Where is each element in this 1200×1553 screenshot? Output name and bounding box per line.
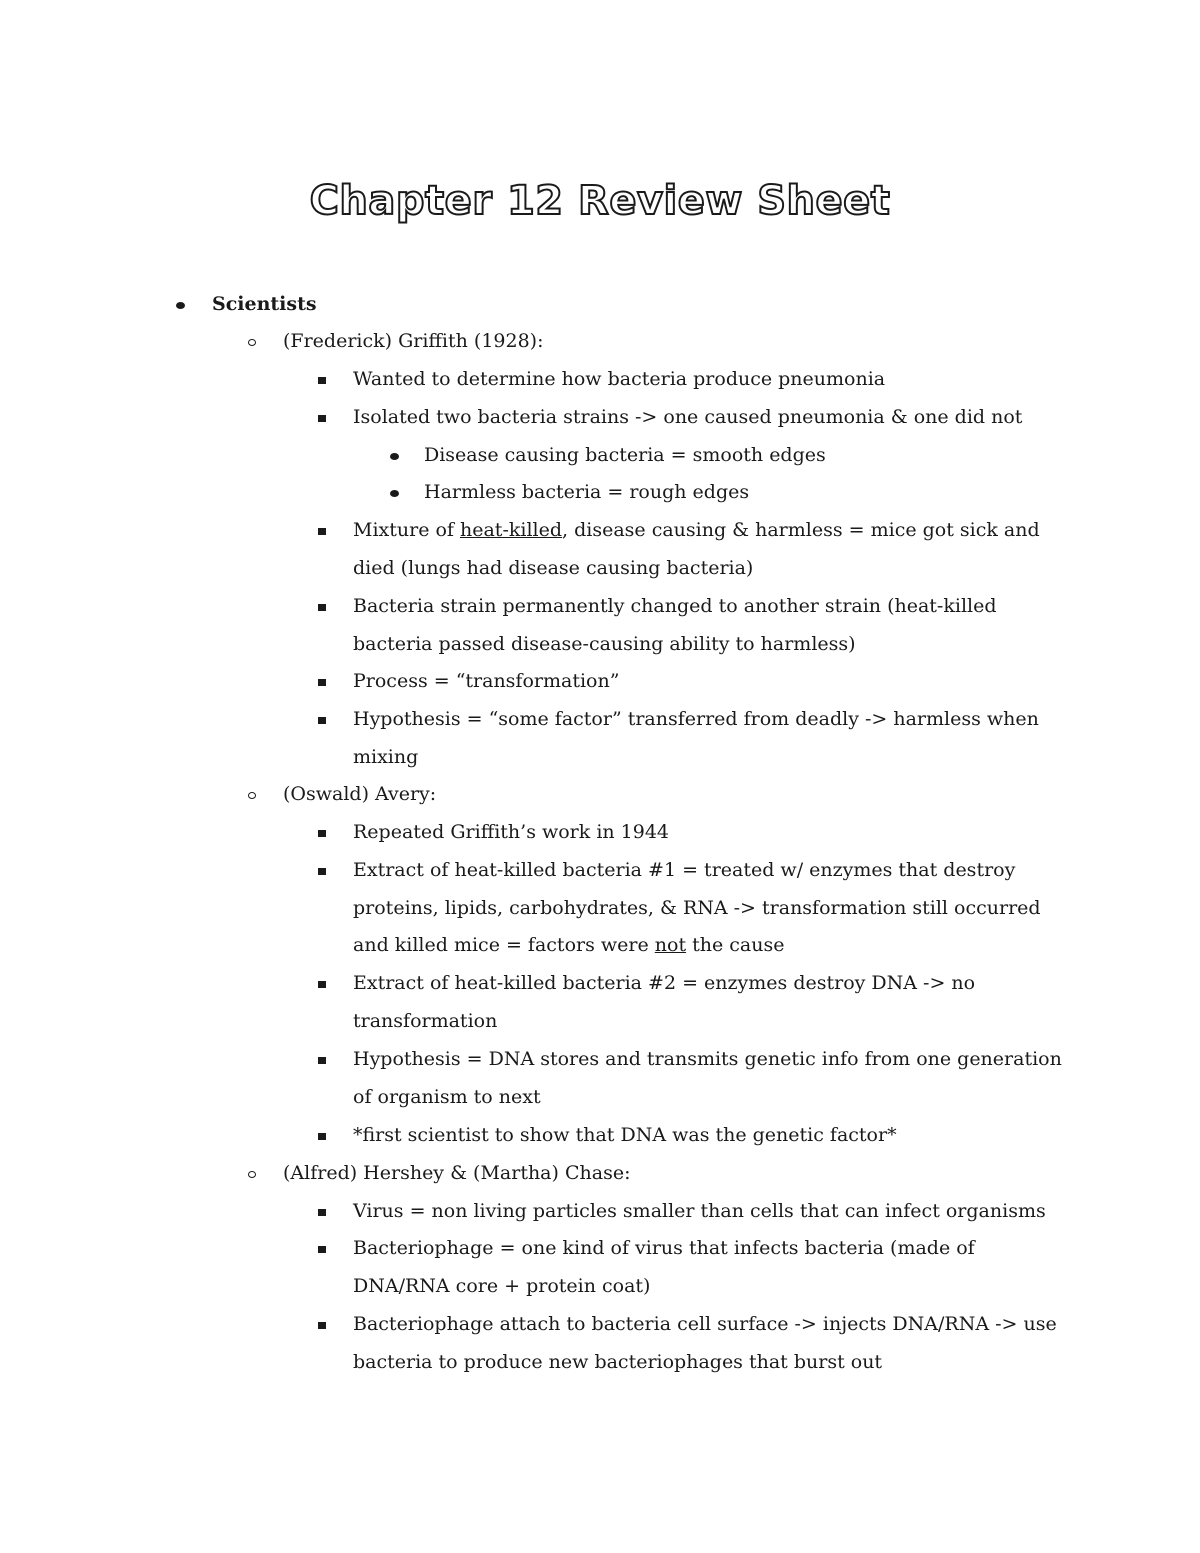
list-item-continuation: DNA/RNA core + protein coat) — [353, 1275, 651, 1297]
underlined-text: heat-killed — [460, 519, 563, 541]
bullet-square-icon — [318, 981, 326, 988]
bullet-circle-icon — [248, 792, 256, 799]
subheading-avery: (Oswald) Avery: — [283, 783, 437, 805]
list-item: Harmless bacteria = rough edges — [424, 481, 750, 503]
bullet-square-icon — [318, 1133, 326, 1140]
bullet-square-icon — [318, 1322, 326, 1329]
bullet-square-icon — [318, 1209, 326, 1216]
list-item-continuation: and killed mice = factors were not the cause — [353, 934, 785, 956]
bullet-square-icon — [318, 830, 326, 837]
page-title: Chapter 12 Review Sheet — [309, 178, 891, 224]
list-item: Bacteriophage attach to bacteria cell surface -> injects DNA/RNA -> use — [353, 1313, 1057, 1335]
list-item: Virus = non living particles smaller than cells that can infect organisms — [353, 1200, 1046, 1222]
bullet-disc-icon — [390, 490, 399, 497]
bullet-square-icon — [318, 717, 326, 724]
bullet-square-icon — [318, 377, 326, 384]
list-item-continuation: proteins, lipids, carbohydrates, & RNA -> transformation still occurred — [353, 897, 1041, 919]
bullet-square-icon — [318, 1057, 326, 1064]
list-item: Disease causing bacteria = smooth edges — [424, 444, 826, 466]
bullet-disc-icon — [390, 453, 399, 460]
section-heading: Scientists — [212, 293, 317, 315]
list-item: Hypothesis = DNA stores and transmits genetic info from one generation — [353, 1048, 1062, 1070]
bullet-square-icon — [318, 679, 326, 686]
underlined-text: not — [654, 934, 687, 956]
list-item: *first scientist to show that DNA was the genetic factor* — [353, 1124, 897, 1146]
list-item-continuation: mixing — [353, 746, 419, 768]
list-item: Bacteriophage = one kind of virus that infects bacteria (made of — [353, 1237, 975, 1259]
bullet-square-icon — [318, 868, 326, 875]
subheading-griffith: (Frederick) Griffith (1928): — [283, 330, 544, 352]
list-item: Mixture of heat-killed, disease causing & harmless = mice got sick and — [353, 519, 1040, 541]
list-item: Bacteria strain permanently changed to another strain (heat-killed — [353, 595, 997, 617]
list-item: Extract of heat-killed bacteria #1 = treated w/ enzymes that destroy — [353, 859, 1016, 881]
list-item-continuation: transformation — [353, 1010, 498, 1032]
bullet-circle-icon — [248, 1171, 256, 1178]
list-item: Isolated two bacteria strains -> one caused pneumonia & one did not — [353, 406, 1023, 428]
bullet-square-icon — [318, 415, 326, 422]
bullet-circle-icon — [248, 339, 256, 346]
bullet-square-icon — [318, 604, 326, 611]
list-item: Wanted to determine how bacteria produce pneumonia — [353, 368, 886, 390]
bullet-disc-icon — [176, 302, 185, 309]
subheading-hershey-chase: (Alfred) Hershey & (Martha) Chase: — [283, 1162, 631, 1184]
list-item-continuation: died (lungs had disease causing bacteria) — [353, 557, 754, 579]
list-item: Repeated Griffith’s work in 1944 — [353, 821, 670, 843]
list-item: Hypothesis = “some factor” transferred from deadly -> harmless when — [353, 708, 1039, 730]
bullet-square-icon — [318, 528, 326, 535]
list-item: Extract of heat-killed bacteria #2 = enzymes destroy DNA -> no — [353, 972, 976, 994]
bullet-square-icon — [318, 1246, 326, 1253]
list-item-continuation: of organism to next — [353, 1086, 541, 1108]
list-item-continuation: bacteria passed disease-causing ability to harmless) — [353, 633, 856, 655]
list-item: Process = “transformation” — [353, 670, 620, 692]
list-item-continuation: bacteria to produce new bacteriophages that burst out — [353, 1351, 883, 1373]
